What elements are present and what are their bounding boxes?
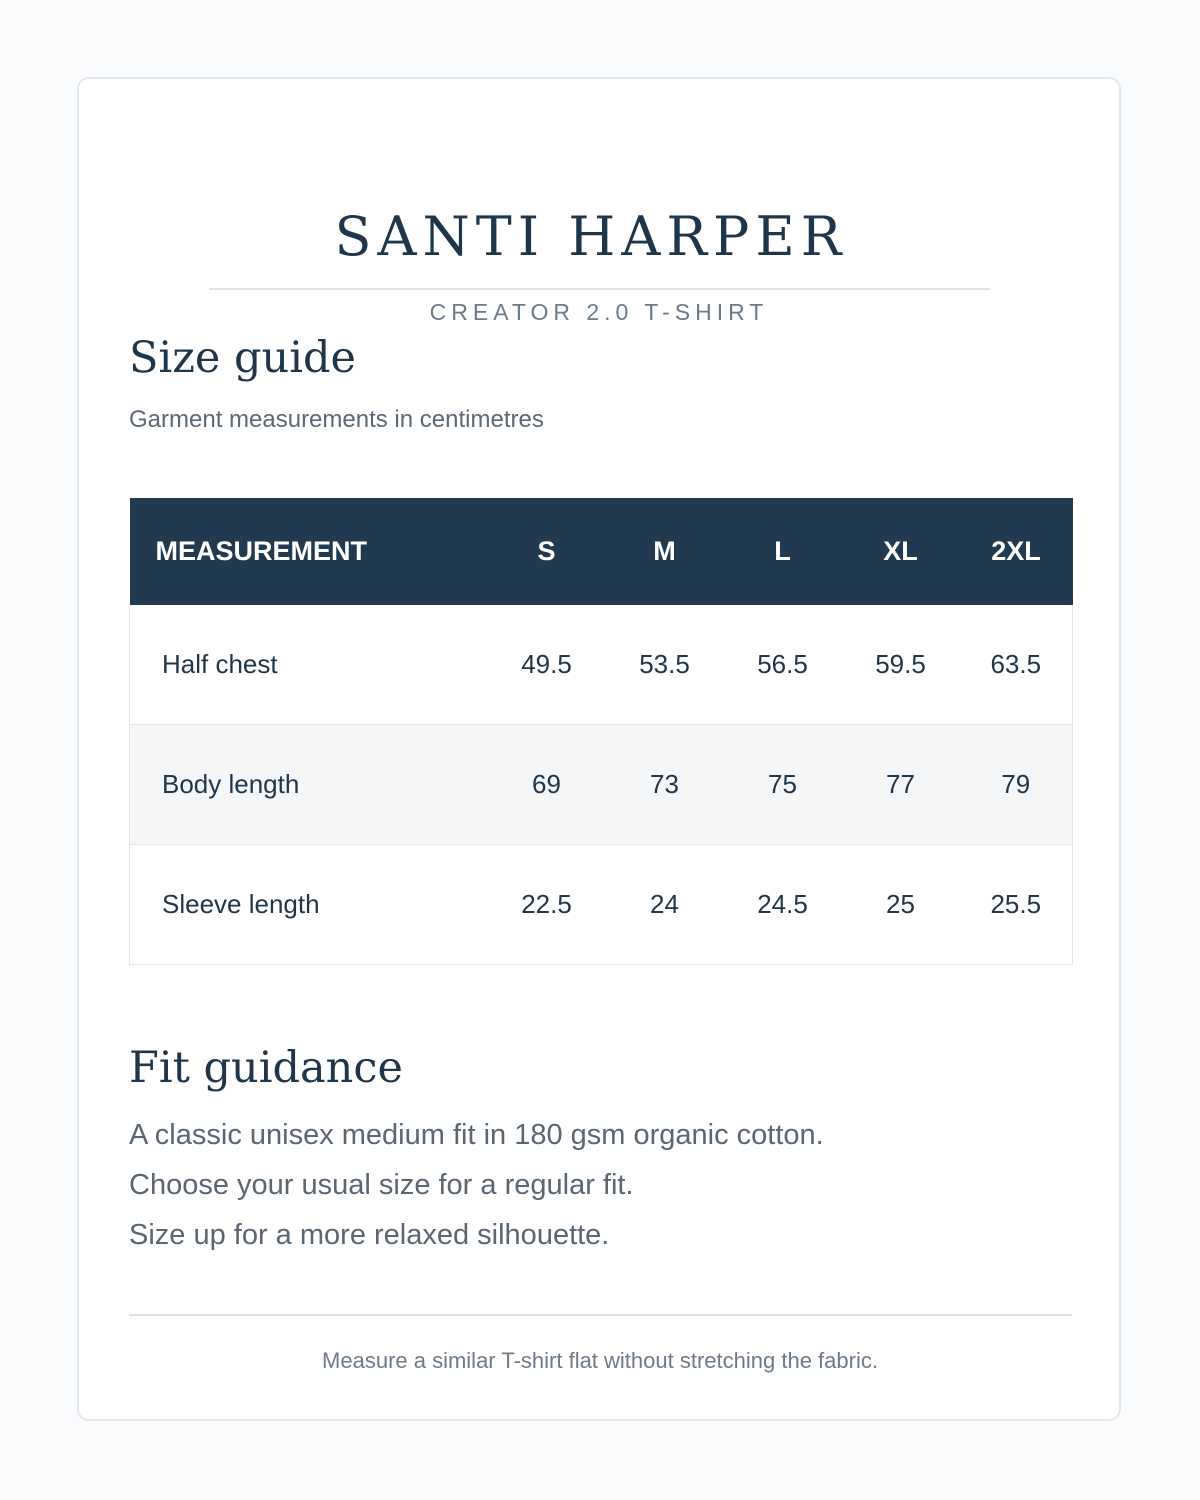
- column-header-xl: XL: [842, 498, 960, 605]
- table-cell: 56.5: [724, 605, 842, 725]
- fit-guidance-text: [129, 1110, 824, 1260]
- row-label: Sleeve length: [130, 845, 488, 965]
- table-cell: 73: [606, 725, 724, 845]
- table-cell: 77: [842, 725, 960, 845]
- column-header-s: S: [488, 498, 606, 605]
- fit-guidance-title: Fit guidance: [129, 1043, 403, 1093]
- column-header-m: M: [606, 498, 724, 605]
- fit-line: Choose your usual size for a regular fit.: [129, 1169, 634, 1201]
- table-cell: 24: [606, 845, 724, 965]
- table-row-sleeve-length: [130, 845, 1073, 965]
- size-guide-subtitle: Garment measurements in centimetres: [129, 406, 544, 433]
- table-cell: 49.5: [488, 605, 606, 725]
- size-guide-title: Size guide: [129, 333, 356, 383]
- size-table: [129, 498, 1073, 965]
- table-header-row: [130, 498, 1073, 605]
- column-header-measurement: MEASUREMENT: [130, 498, 488, 605]
- table-cell: 79: [960, 725, 1073, 845]
- table-row-body-length: [130, 725, 1073, 845]
- column-header-l: L: [724, 498, 842, 605]
- table-cell: 24.5: [724, 845, 842, 965]
- table-cell: 25: [842, 845, 960, 965]
- table-cell: 69: [488, 725, 606, 845]
- footer-divider: [129, 1314, 1072, 1316]
- table-cell: 75: [724, 725, 842, 845]
- table-cell: 59.5: [842, 605, 960, 725]
- table-cell: 63.5: [960, 605, 1073, 725]
- product-name: CREATOR 2.0 T-SHIRT: [429, 299, 769, 325]
- table-cell: 53.5: [606, 605, 724, 725]
- fit-line: A classic unisex medium fit in 180 gsm organic cotton.: [129, 1119, 824, 1151]
- row-label: Half chest: [130, 605, 488, 725]
- table-row-half-chest: [130, 605, 1073, 725]
- table-cell: 22.5: [488, 845, 606, 965]
- table-cell: 25.5: [960, 845, 1073, 965]
- brand-name: SANTI HARPER: [334, 205, 848, 268]
- row-label: Body length: [130, 725, 488, 845]
- column-header-2xl: 2XL: [960, 498, 1073, 605]
- measuring-footnote: Measure a similar T-shirt flat without stretching the fabric.: [322, 1348, 878, 1373]
- header-divider: [209, 288, 990, 290]
- fit-line: Size up for a more relaxed silhouette.: [129, 1219, 610, 1251]
